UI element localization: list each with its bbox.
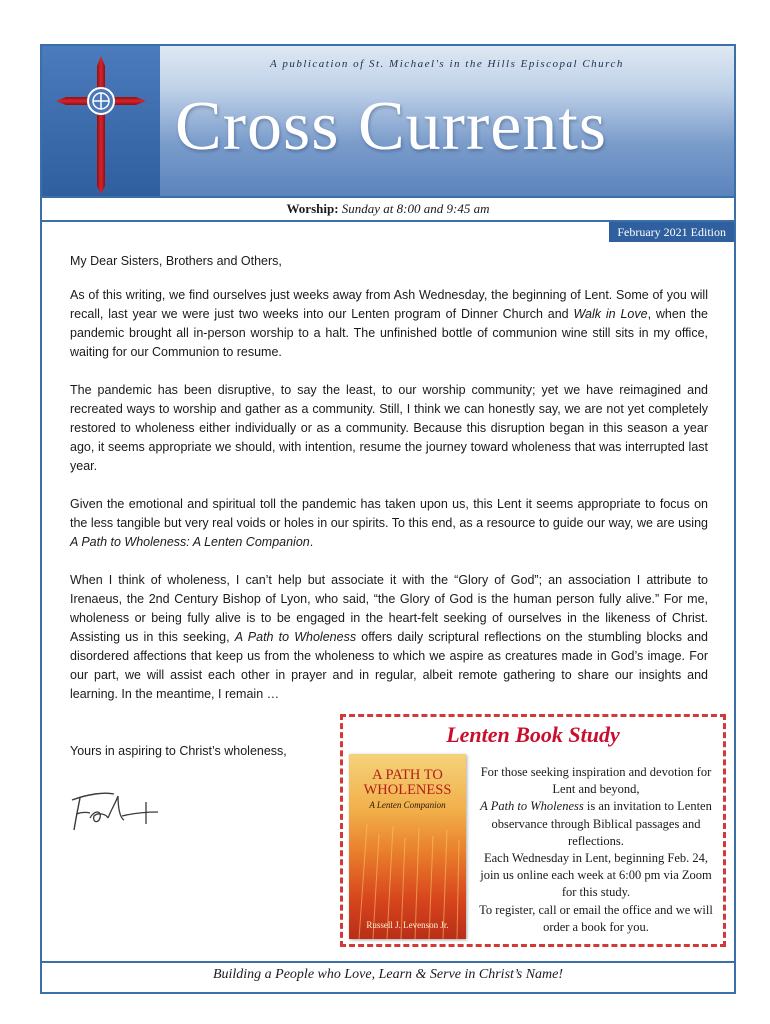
- footer-motto: Building a People who Love, Learn & Serve in Christ’s Name!: [212, 967, 564, 982]
- p1-text-b: , when the pandemic brought all in-person worship to a halt. The unfinished bottle of communion wine still sits in my office, waiting for our Communion to resume.: [70, 307, 709, 359]
- book-cover-image: [349, 754, 466, 939]
- book-study-heading: Lenten Book Study: [446, 722, 620, 747]
- footer-divider: [42, 961, 734, 963]
- p4-italic: A Path to Wholeness: [234, 630, 357, 644]
- cover-title-line1: A PATH TO: [372, 767, 443, 783]
- p3-italic: A Path to Wholeness: A Lenten Companion: [70, 535, 310, 549]
- p3-text-b: .: [309, 535, 314, 549]
- p3-text-a: Given the emotional and spiritual toll the pandemic has taken upon us, this Lent it seems appropriate to focus on the less tangible but very real voids or holes in our spirits. To this end, as a resource to guide our way, we are using: [70, 497, 708, 530]
- letter-paragraph-1: [70, 286, 708, 362]
- book-study-line-3: Each Wednesday in Lent, beginning Feb. 24, join us online each week at 6:00 pm via Zoom for this study.: [480, 851, 712, 900]
- letter-closing: Yours in aspiring to Christ’s wholeness,: [70, 744, 287, 758]
- letter-paragraph-2: The pandemic has been disruptive, to say the least, to our worship community; yet we have reimagined and recreated ways to worship and gather as a community. Still, I think we can honestly say, we are not yet completely restored to wholeness either individually or as a community. Because this disruption began in this season a year ago, it seems appropriate we should, with intention, resume the journey toward wholeness that was interrupted last year.: [70, 383, 708, 473]
- worship-label: Worship:: [286, 201, 339, 216]
- cover-title: [349, 768, 466, 798]
- logo-panel: [42, 46, 160, 196]
- edition-badge: February 2021 Edition: [609, 222, 734, 242]
- p1-italic: Walk in Love: [573, 307, 648, 321]
- book-title-italic: A Path to Wholeness: [480, 799, 584, 814]
- book-study-line-2: [474, 798, 718, 850]
- cover-title-line2: WHOLENESS: [363, 782, 452, 798]
- p1-text-a: As of this writing, we find ourselves just weeks away from Ash Wednesday, the beginning of Lent. Some of you will recall, last year we were just two weeks into our Lenten program of Dinner Church and: [70, 288, 708, 321]
- book-study-description: [474, 764, 718, 936]
- newsletter-title: Cross Currents: [175, 88, 608, 165]
- book-study-line-1: For those seeking inspiration and devotion for Lent and beyond,: [480, 765, 712, 797]
- letter-paragraph-4: [70, 571, 708, 704]
- letter-paragraph-3: [70, 495, 708, 552]
- worship-times-bar: [42, 196, 734, 222]
- church-cross-icon: [42, 46, 160, 196]
- tagline: A publication of St. Michael's in the Hills Episcopal Church: [270, 58, 624, 70]
- worship-times: Sunday at 8:00 and 9:45 am: [341, 201, 490, 216]
- p4-text-a: When I think of wholeness, I can’t help but associate it with the “Glory of God”; an association I attribute to Irenaeus, the 2nd Century Bishop of Lyon, who said, “the Glory of God is the human person fully alive.” For me, wholeness or being fully alive is to be engaged in the heart-felt seeking of ourselves in the likeness of Christ. Assisting us in this seeking,: [70, 573, 708, 644]
- book-study-line-4: To register, call or email the office and we will order a book for you.: [479, 902, 713, 934]
- p4-text-b: offers daily scriptural reflections on the stumbling blocks and disordered affections that keep us from the wholeness to which we aspire as creatures made in God’s image. For our part, we will assist each other in prayer and in regular, albeit remote gathering to share our insights and learning. In the meantime, I remain …: [70, 630, 708, 701]
- book-study-line-2-rest: is an invitation to Lenten observance through Biblical passages and reflections.: [491, 799, 712, 848]
- cover-author: Russell J. Levenson Jr.: [366, 920, 449, 930]
- handwritten-signature: [66, 778, 176, 843]
- pastor-letter: [70, 252, 708, 723]
- letter-greeting: My Dear Sisters, Brothers and Others,: [70, 254, 282, 268]
- cover-subtitle: A Lenten Companion: [369, 800, 446, 810]
